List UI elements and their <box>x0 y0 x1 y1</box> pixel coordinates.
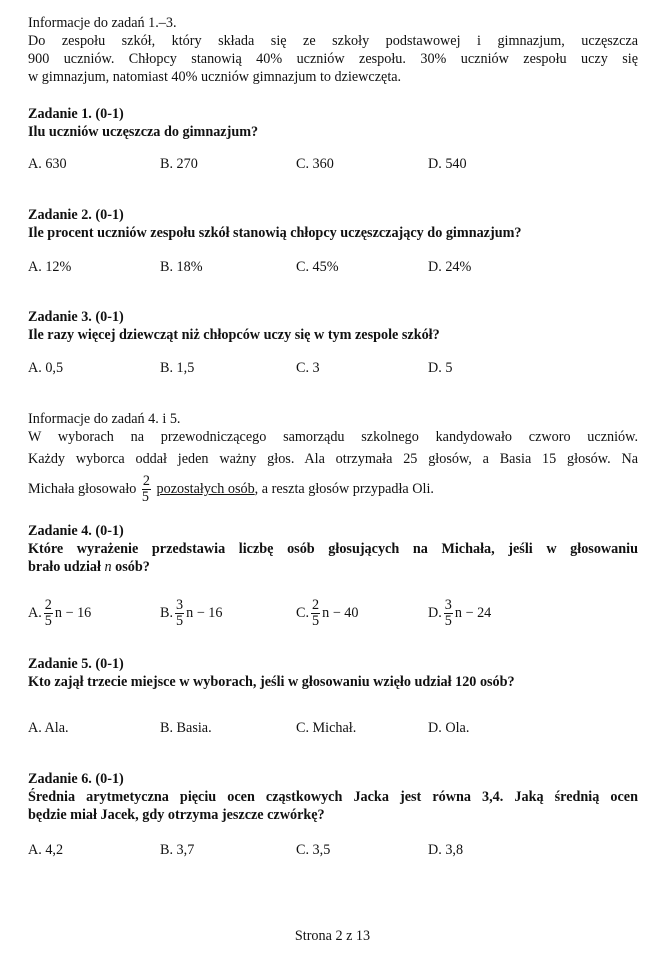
option-b: B. $\frac{3}{5}$ n − 16 <box>160 597 223 629</box>
info-line <box>28 474 638 505</box>
option-b: B. 18% <box>160 259 203 275</box>
task-6-options <box>28 842 638 862</box>
task-5 <box>28 655 638 691</box>
option-a: A. 0,5 <box>28 360 64 376</box>
info-title: Informacje do zadań 4. i 5. <box>28 411 181 427</box>
option-d: D. $\frac{3}{5}$ n − 24 <box>428 597 492 629</box>
task-question <box>28 558 638 576</box>
info-title: Informacje do zadań 1.–3. <box>28 15 177 31</box>
option-d: D. 3,8 <box>428 842 464 858</box>
task-title: Zadanie 5. (0-1) <box>28 656 124 672</box>
info-tasks-4-5 <box>28 410 638 505</box>
option-c: C. Michał. <box>296 720 357 736</box>
option-d: D. 5 <box>428 360 453 376</box>
task-title: Zadanie 3. (0-1) <box>28 309 124 325</box>
task-3-options <box>28 360 638 380</box>
task-4-options <box>28 598 638 632</box>
task-5-options <box>28 720 638 740</box>
option-d: D. 24% <box>428 259 472 275</box>
option-c: C. 3,5 <box>296 842 331 858</box>
numerator: 2 <box>142 473 150 489</box>
task-3 <box>28 308 638 344</box>
text: brało udział <box>28 559 105 575</box>
option-b: B. 3,7 <box>160 842 195 858</box>
option-b: B. 270 <box>160 156 198 172</box>
task-title: Zadanie 1. (0-1) <box>28 106 124 122</box>
option-c: C. 45% <box>296 259 339 275</box>
option-c: C. $\frac{2}{5}$ n − 40 <box>296 597 359 629</box>
option-a: A. $\frac{2}{5}$ n − 16 <box>28 597 92 629</box>
task-1-options <box>28 156 638 176</box>
option-d: D. Ola. <box>428 720 470 736</box>
option-a: A. 12% <box>28 259 72 275</box>
text: , a reszta głosów przypadła Oli. <box>254 480 434 497</box>
info-tasks-1-3 <box>28 14 638 86</box>
option-d: D. 540 <box>428 156 467 172</box>
task-question: będzie miał Jacek, gdy otrzyma jeszcze czwórkę? <box>28 807 325 823</box>
task-6 <box>28 770 638 824</box>
denominator: 5 <box>141 489 149 505</box>
option-a: A. 4,2 <box>28 842 64 858</box>
task-question: Ilu uczniów uczęszcza do gimnazjum? <box>28 124 259 140</box>
variable: n <box>104 559 112 575</box>
page-number: Strona 2 z 13 <box>294 928 371 944</box>
info-line: 900 uczniów. Chłopcy stanowią 40% uczniów zespołu. 30% uczniów zespołu uczy się <box>28 51 638 67</box>
info-line: w gimnazjum, natomiast 40% uczniów gimnazjum to dziewczęta. <box>28 69 402 85</box>
task-question: Kto zajął trzecie miejsce w wyborach, jeśli w głosowaniu wzięło udział 120 osób? <box>28 674 515 690</box>
option-a: A. Ala. <box>28 720 69 736</box>
task-question: Średnia arytmetyczna pięciu ocen cząstkowych Jacka jest równa 3,4. Jaką średnią ocen <box>28 789 638 805</box>
task-question: Ile razy więcej dziewcząt niż chłopców uczy się w tym zespole szkół? <box>28 327 440 343</box>
option-a: A. 630 <box>28 156 67 172</box>
option-b: B. 1,5 <box>160 360 195 376</box>
option-c: C. 360 <box>296 156 334 172</box>
option-b: B. Basia. <box>160 720 212 736</box>
task-question: Ile procent uczniów zespołu szkół stanowią chłopcy uczęszczający do gimnazjum? <box>28 225 522 241</box>
info-line: Każdy wyborca oddał jeden ważny głos. Ala otrzymała 25 głosów, a Basia 15 głosów. Na <box>28 451 638 467</box>
underlined-text: pozostałych osób <box>156 480 255 497</box>
task-title: Zadanie 4. (0-1) <box>28 523 124 539</box>
task-1 <box>28 105 638 141</box>
option-c: C. 3 <box>296 360 320 376</box>
task-2 <box>28 206 638 242</box>
task-2-options <box>28 259 638 279</box>
task-title: Zadanie 2. (0-1) <box>28 207 124 223</box>
task-question: Które wyrażenie przedstawia liczbę osób głosujących na Michała, jeśli w głosowaniu <box>28 541 638 557</box>
task-4 <box>28 522 638 576</box>
task-title: Zadanie 6. (0-1) <box>28 771 124 787</box>
info-line: W wyborach na przewodniczącego samorządu szkolnego kandydowało czworo uczniów. <box>28 429 638 445</box>
text: osób? <box>111 559 150 575</box>
fraction <box>142 474 151 505</box>
text: Michała głosowało <box>28 480 137 497</box>
info-line: Do zespołu szkół, który składa się ze szkoły podstawowej i gimnazjum, uczęszcza <box>28 33 638 49</box>
